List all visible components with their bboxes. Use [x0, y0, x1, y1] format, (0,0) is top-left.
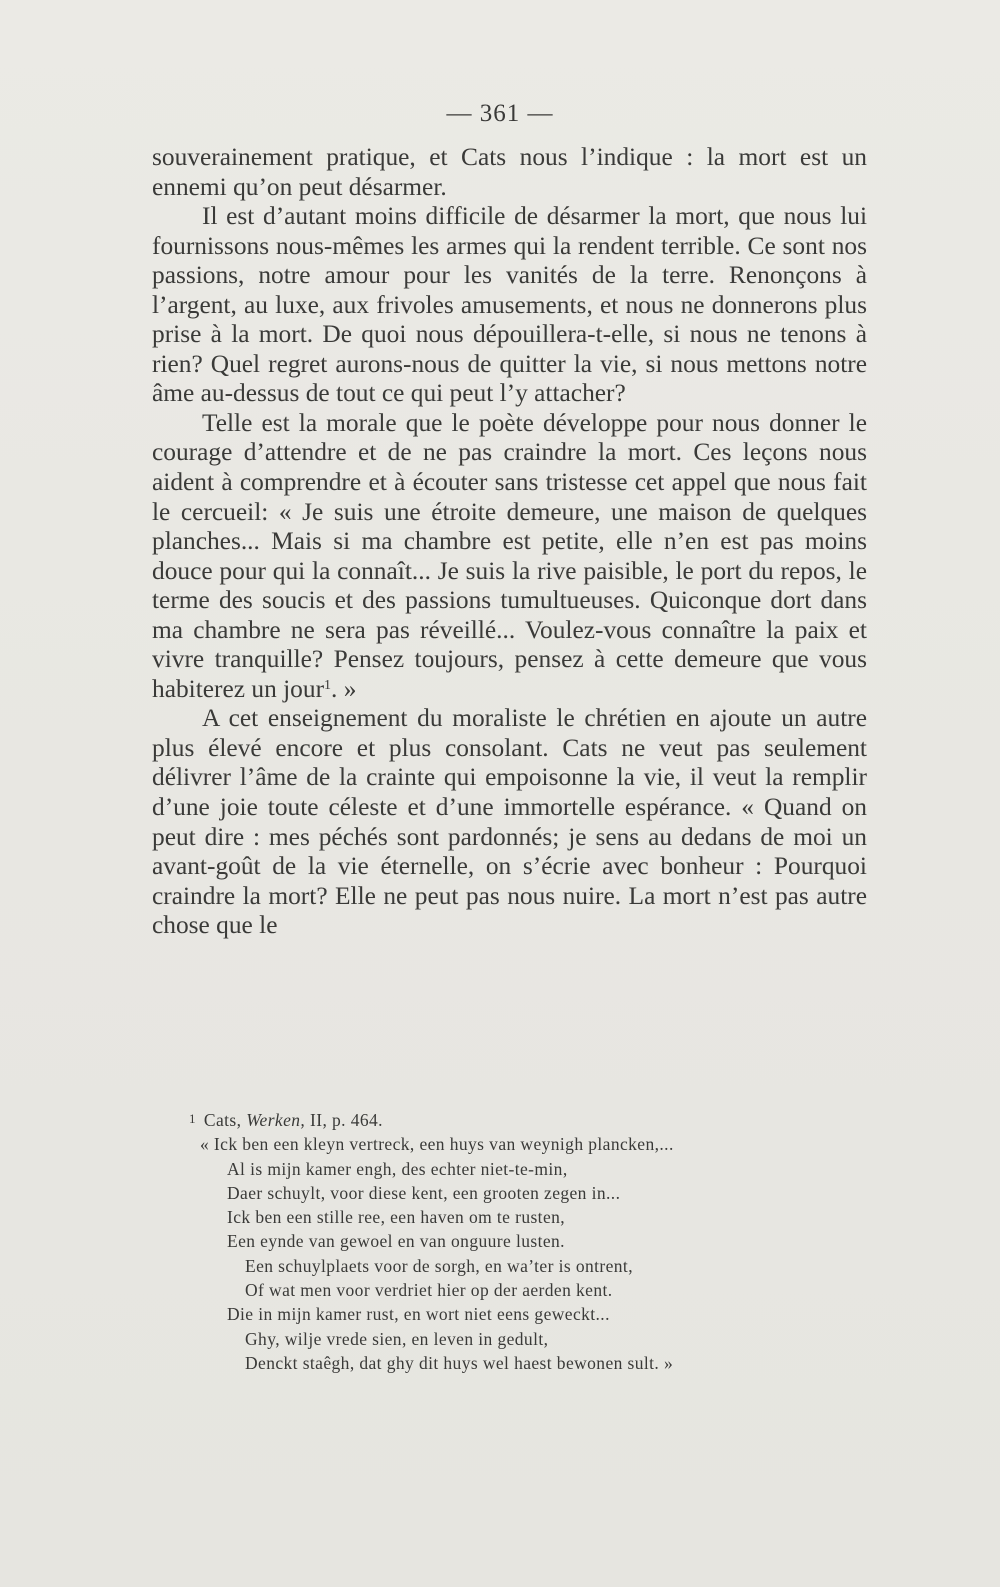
quote-close: . » [331, 674, 357, 703]
paragraph: souverainement pratique, et Cats nous l’indique : la mort est un ennemi qu’on peut désarmer. [152, 143, 867, 201]
verse-line: Denckt staêgh, dat ghy dit huys wel haest bewonen sult. » [245, 1352, 674, 1373]
footnote-mark: 1 [189, 1111, 196, 1126]
paragraph-text: Telle est la morale que le poète développe pour nous donner le courage d’attendre et de ne pas craindre la mort. Ces leçons nous aident à comprendre et à écouter sans tristesse cet appel que nous fait le cercueil: « Je suis une étroite demeure, une maison de quelques planches... Mais si ma chambre est petite, elle n’en est pas moins douce pour qui la connaît... Je suis la rive paisible, le port du repos, le terme des soucis et des passions tumultueuses. Quiconque dort dans ma chambre ne sera pas réveillé... Voulez-vous connaître la paix et vivre tranquille? Pensez toujours, pensez à cette demeure que vous habiterez un jour [152, 408, 867, 703]
footnote [189, 1107, 849, 1375]
verse-line: Al is mijn kamer engh, des echter niet-te-min, [227, 1158, 568, 1179]
verse-line: Die in mijn kamer rust, en wort niet eens geweckt... [227, 1304, 610, 1325]
footnote-author: Cats, [203, 1110, 242, 1130]
verse-line: Of wat men voor verdriet hier op der aerden kent. [245, 1280, 613, 1301]
footnote-reference: 1 [324, 677, 332, 693]
verse-line: Ick ben een stille ree, een haven om te rusten, [227, 1207, 566, 1228]
paragraph: A cet enseignement du moraliste le chrétien en ajoute un autre plus élevé encore et plus consolant. Cats ne veut pas seulement délivrer l’âme de la crainte qui empoisonne la vie, il veut la remplir d’une joie toute céleste et d’une immortelle espérance. « Quand on peut dire : mes péchés sont pardonnés; je sens au dedans de moi un avant-goût de la vie éternelle, on s’écrie avec bonheur : Pourquoi craindre la mort? Elle ne peut pas nous nuire. La mort n’est pas autre chose que le [152, 704, 867, 940]
verse-line: « Ick ben een kleyn vertreck, een huys van weynigh plancken,... [200, 1134, 674, 1155]
footnote-reference-page: II, p. 464. [309, 1110, 383, 1130]
paragraph: Il est d’autant moins difficile de désarmer la mort, que nous lui fournissons nous-mêmes les armes qui la rendent terrible. Ce sont nos passions, notre amour pour les vanités de la terre. Renonçons à l’argent, au luxe, aux frivoles amusements, et nous ne donnerons plus prise à la mort. De quoi nous dépouillera-t-elle, si nous ne tenons à rien? Quel regret aurons-nous de quitter la vie, si nous mettons notre âme au-dessus de tout ce qui peut l’y attacher? [152, 202, 867, 408]
page-number: — 361 — [446, 100, 554, 127]
verse-line: Daer schuylt, voor diese kent, een grooten zegen in... [227, 1182, 621, 1203]
footnote-work-title: Werken, [246, 1110, 306, 1130]
paragraph [152, 409, 867, 704]
main-text [152, 143, 867, 941]
verse-line: Een schuylplaets voor de sorgh, en wa’ter is ontrent, [245, 1255, 633, 1276]
verse-line: Een eynde van gewoel en van onguure lusten. [227, 1231, 565, 1252]
verse-line: Ghy, wilje vrede sien, en leven in gedult, [245, 1328, 549, 1349]
footnote-source [189, 1107, 849, 1132]
